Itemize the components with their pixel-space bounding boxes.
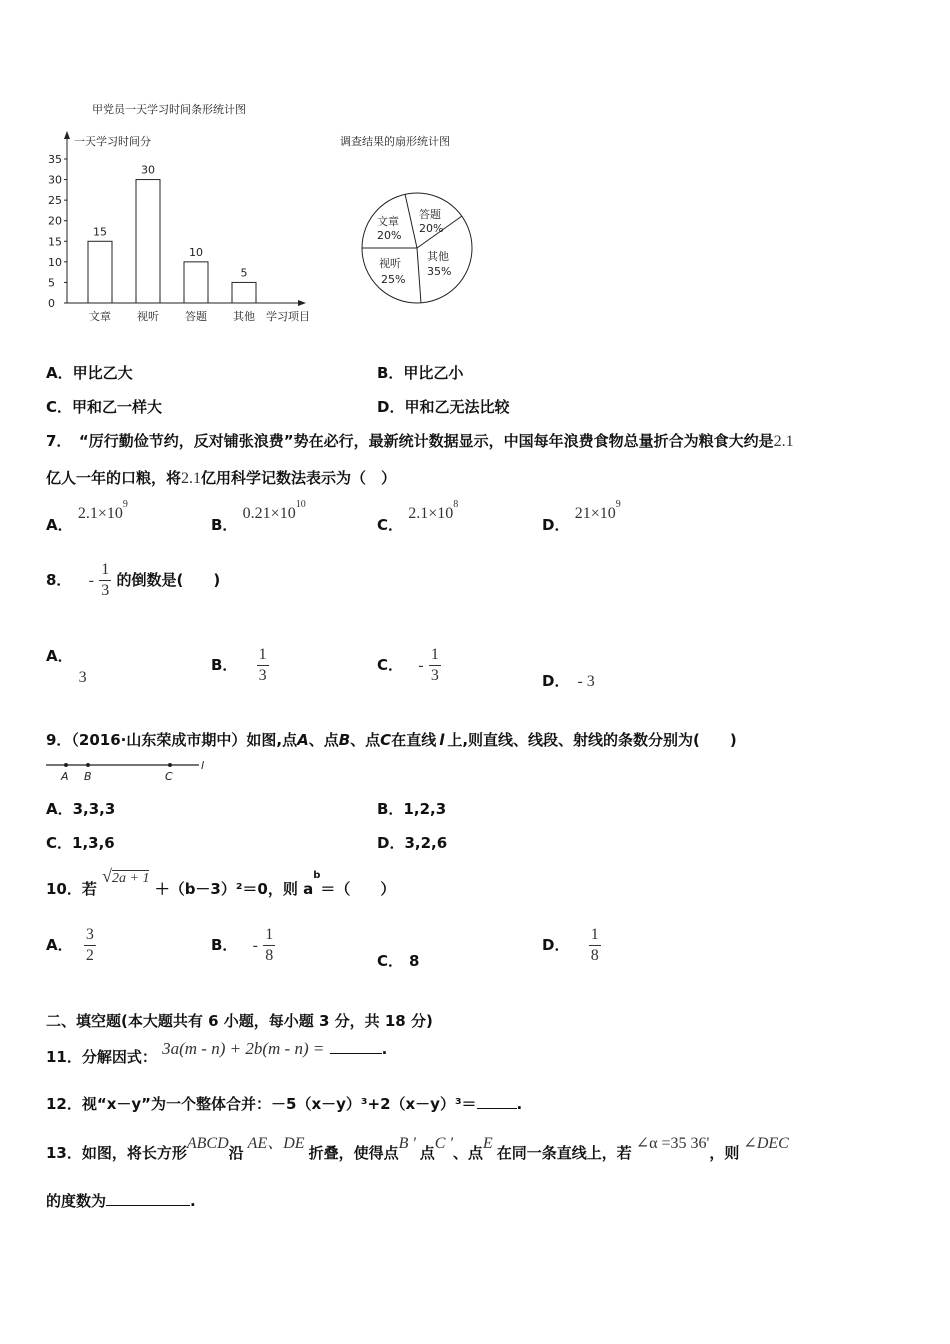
y-tick-label: 15 xyxy=(48,235,62,249)
q9-option-a[interactable]: A．3,3,3 xyxy=(46,800,116,818)
bar xyxy=(136,180,160,303)
x-category-label: 视听 xyxy=(137,310,159,323)
x-category-label: 其他 xyxy=(233,310,255,323)
y-axis-arrow-icon xyxy=(64,131,70,139)
bar-chart-xlabel: 学习项目 xyxy=(266,310,310,323)
q10-option-d[interactable]: D． $\frac{1}{8}$ xyxy=(542,926,599,964)
point-a-label: A xyxy=(61,770,69,783)
x-axis-arrow-icon xyxy=(298,300,306,306)
y-tick-label: 30 xyxy=(48,173,62,187)
q9-option-c[interactable]: C．1,3,6 xyxy=(46,834,115,852)
bar xyxy=(184,262,208,303)
pie-pct: 20% xyxy=(419,222,444,235)
q6-option-b[interactable]: B．甲比乙小 xyxy=(377,364,464,382)
q9-option-d[interactable]: D．3,2,6 xyxy=(377,834,448,852)
line-l-label: l xyxy=(201,759,205,772)
y-tick-label: 0 xyxy=(48,297,55,310)
q11: 11．分解因式： 3a(m - n) + 2b(m - n) = . xyxy=(46,1039,388,1066)
point-b-label: B xyxy=(84,770,92,783)
bar-chart-title: 甲党员一天学习时间条形统计图 xyxy=(92,103,246,116)
pie-divider xyxy=(417,248,421,303)
q8-option-c[interactable]: C． - $\frac{1}{3}$ xyxy=(377,646,439,684)
q13-line2: 的度数为 . xyxy=(46,1192,196,1210)
bar-value-label: 30 xyxy=(141,163,155,177)
pie-label: 答题 xyxy=(419,208,441,221)
section-2-heading: 二、填空题(本大题共有 6 小题，每小题 3 分，共 18 分) xyxy=(46,1012,433,1030)
q10-option-a[interactable]: A． $\frac{3}{2}$ xyxy=(46,926,94,964)
q8-option-b[interactable]: B． $\frac{1}{3}$ xyxy=(211,646,267,684)
point-c xyxy=(168,763,172,767)
bar-value-label: 5 xyxy=(240,266,248,280)
bar xyxy=(232,282,256,303)
pie-label: 其他 xyxy=(427,250,449,263)
q9-stem: 9．（2016·山东荣成市期中）如图,点A、点B、点C在直线 l 上,则直线、线段、射线的条数分别为( ) xyxy=(46,731,737,749)
q7-stem-line2: 亿人一年的口粮，将2.1亿用科学记数法表示为（ ） xyxy=(46,469,397,487)
q7-option-a[interactable]: A． $2.1\times 10^9$ xyxy=(46,499,128,534)
q9-line-figure xyxy=(44,756,214,786)
q6-option-a[interactable]: A．甲比乙大 xyxy=(46,364,133,382)
point-b xyxy=(86,763,90,767)
q6-option-c[interactable]: C．甲和乙一样大 xyxy=(46,398,163,416)
q7-option-d[interactable]: D． $21\times 10^9$ xyxy=(542,499,621,534)
bar-value-label: 15 xyxy=(93,225,107,239)
q8-option-d[interactable]: D． - 3 xyxy=(542,672,595,690)
q12-answer-blank[interactable] xyxy=(477,1108,517,1109)
y-tick-label: 10 xyxy=(48,255,62,269)
pie-pct: 35% xyxy=(427,265,452,278)
point-c-label: C xyxy=(165,770,173,783)
pie-pct: 20% xyxy=(377,229,402,242)
q13-answer-blank[interactable] xyxy=(106,1205,190,1206)
q8-option-a[interactable]: A．3 xyxy=(46,647,87,686)
q8-stem: 8． - $\frac{1}{3}$ 的倒数是( ) xyxy=(46,561,221,599)
bar-chart xyxy=(40,95,330,330)
q11-answer-blank[interactable] xyxy=(330,1053,382,1054)
y-tick-label: 5 xyxy=(48,276,55,290)
y-tick-label: 20 xyxy=(48,214,62,228)
bar-value-label: 10 xyxy=(189,245,203,259)
pie-divider xyxy=(405,194,417,248)
q10-stem: 10．若 √2a + 1 ＋（b－3）²＝0，则 $a^b=$（ ） xyxy=(46,866,396,898)
y-tick-label: 25 xyxy=(48,194,62,208)
bar-chart-ylabel: 一天学习时间分 xyxy=(74,135,151,148)
y-tick-label: 35 xyxy=(48,153,62,166)
bar xyxy=(88,241,112,303)
q10-option-c[interactable]: C． 8 xyxy=(377,952,420,970)
q10-option-b[interactable]: B． - $\frac{1}{8}$ xyxy=(211,926,274,964)
x-category-label: 答题 xyxy=(185,310,207,323)
pie-pct: 25% xyxy=(381,273,406,286)
q13: 13．如图，将长方形ABCD沿AE、DE折叠，使得点B '点C '、点E在同一条直线上，若∠α =35 36'，则∠DEC xyxy=(46,1135,789,1162)
pie-label: 文章 xyxy=(377,215,399,228)
q6-option-d[interactable]: D．甲和乙无法比较 xyxy=(377,398,510,416)
q9-option-b[interactable]: B．1,2,3 xyxy=(377,800,447,818)
q7-option-b[interactable]: B． $0.21\times 10^{10}$ xyxy=(211,499,306,534)
point-a xyxy=(64,763,68,767)
q7-stem-line1: 7． “厉行勤俭节约，反对铺张浪费”势在必行，最新统计数据显示，中国每年浪费食物总量折合为粮食大约是2.1 xyxy=(46,432,794,450)
q7-option-c[interactable]: C． $2.1\times 10^8$ xyxy=(377,499,459,534)
x-category-label: 文章 xyxy=(89,310,111,323)
pie-chart-title: 调查结果的扇形统计图 xyxy=(340,135,450,148)
q12: 12．视“x－y”为一个整体合并：－5（x－y）³+2（x－y）³＝ . xyxy=(46,1095,523,1113)
pie-chart xyxy=(335,130,495,305)
pie-label: 视听 xyxy=(379,257,401,270)
